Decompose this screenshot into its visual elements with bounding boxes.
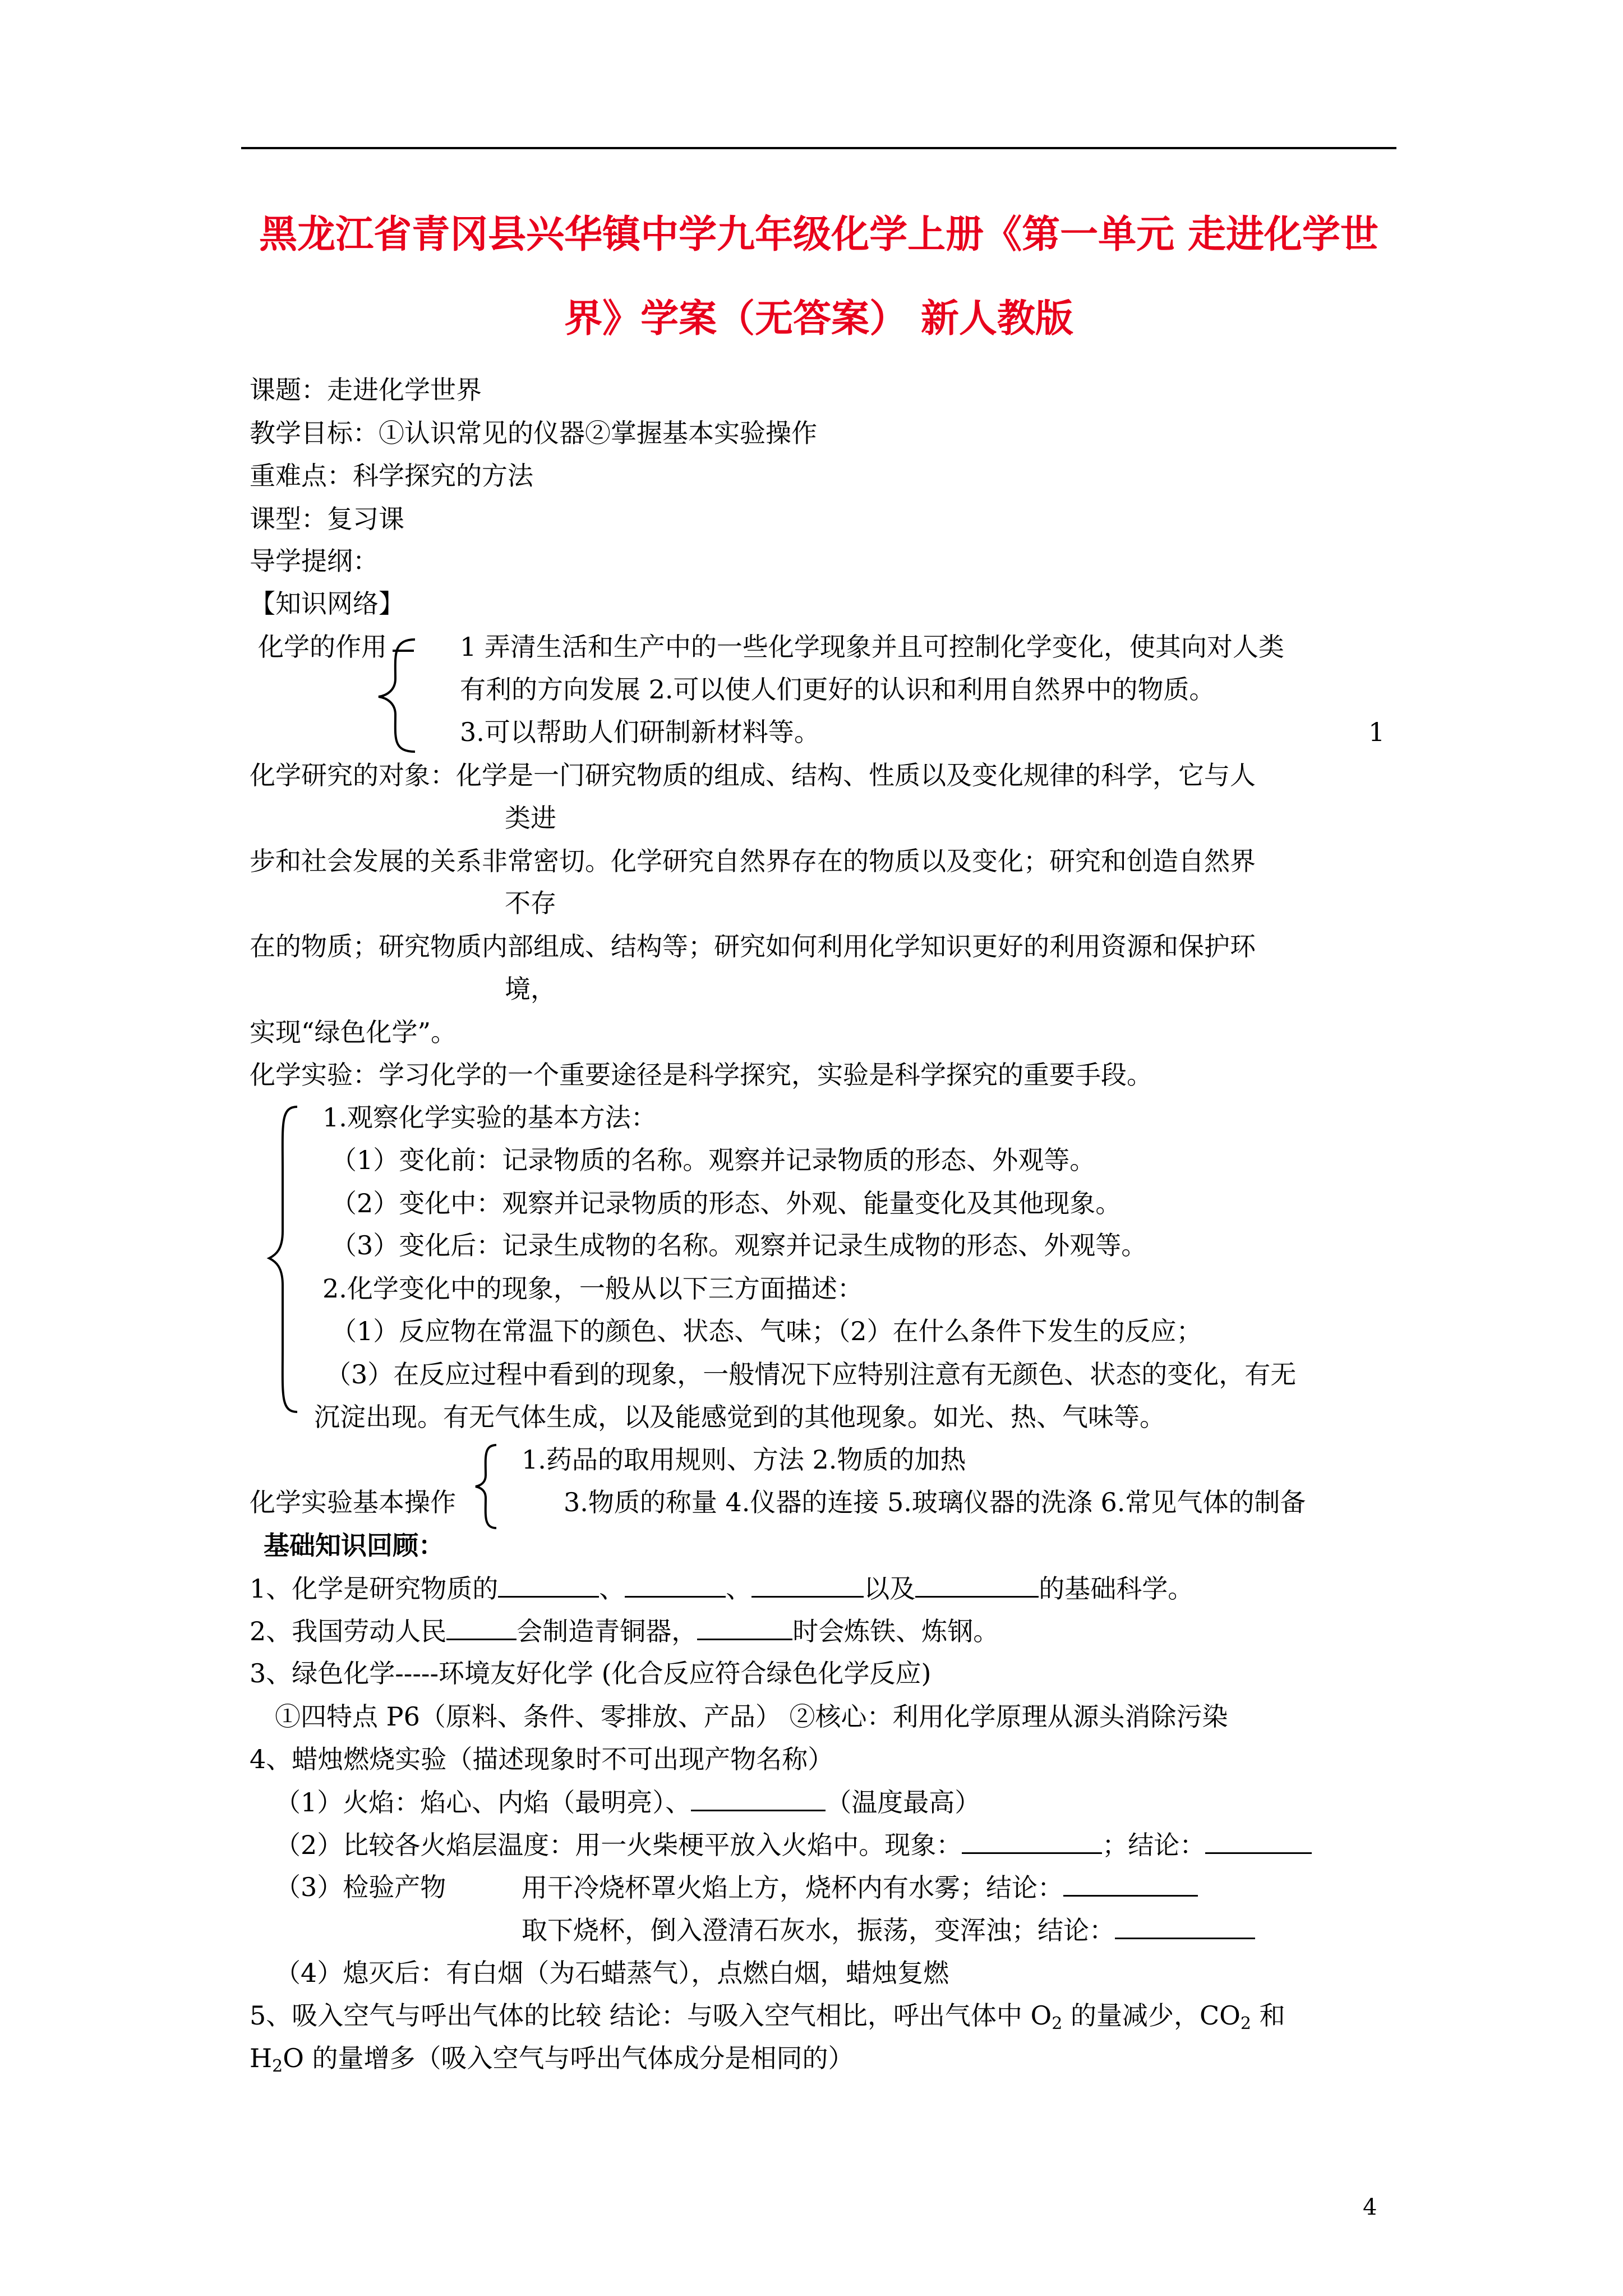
research-line-1: 化学研究的对象：化学是一门研究物质的组成、结构、性质以及变化规律的科学，它与人 (250, 760, 1256, 790)
research-line-3-wrap: 境， (505, 974, 556, 1004)
q4-3-blank-1[interactable] (1063, 1870, 1198, 1897)
q4-3-text-a: （3）检验产物 (275, 1872, 446, 1902)
q5-text-a: 5、吸入空气与呼出气体的比较 结论：与吸入空气相比，呼出气体中 O (250, 2000, 1052, 2031)
study-outline-label: 导学提纲： (250, 546, 379, 576)
review-q1 (250, 1571, 1193, 1605)
q2-blank-2[interactable] (697, 1614, 792, 1640)
role-line-3: 3.可以帮助人们研制新材料等。 (460, 717, 820, 747)
title-line-1: 黑龙江省青冈县兴华镇中学九年级化学上册《第一单元 走进化学世 (259, 212, 1378, 257)
research-line-4: 实现“绿色化学”。 (250, 1017, 457, 1047)
q4-3-text-c: 取下烧杯，倒入澄清石灰水，振荡，变浑浊；结论： (522, 1915, 1115, 1945)
review-q2 (250, 1614, 999, 1648)
q5-sub-2: 2 (1240, 2014, 1251, 2033)
operations-line-1: 1.药品的取用规则、方法 2.物质的加热 (522, 1444, 966, 1475)
q4-2-text-a: （2）比较各火焰层温度：用一火柴梗平放入火焰中。现象： (275, 1830, 962, 1860)
q1-text-a: 1、化学是研究物质的 (250, 1573, 499, 1604)
experiment-item-2: （1）变化前：记录物质的名称。观察并记录物质的形态、外观等。 (331, 1145, 1096, 1175)
role-label: 化学的作用 (258, 632, 387, 662)
role-line-2: 有利的方向发展 2.可以使人们更好的认识和利用自然界中的物质。 (460, 674, 1215, 705)
header-rule (241, 147, 1396, 149)
operations-label: 化学实验基本操作 (250, 1487, 456, 1517)
review-heading: 基础知识回顾： (264, 1530, 444, 1561)
q4-1-text-b: （温度最高） (826, 1787, 981, 1818)
q4-2-text-b: ；结论： (1102, 1830, 1206, 1860)
q1-text-e: 的基础科学。 (1039, 1573, 1194, 1604)
review-q4-4: （4）熄灭后：有白烟（为石蜡蒸气），点燃白烟，蜡烛复燃 (275, 1958, 949, 1988)
role-line-1: 1 弄清生活和生产中的一些化学现象并且可控制化学变化，使其向对人类 (460, 632, 1284, 662)
q1-blank-1[interactable] (498, 1571, 599, 1598)
review-q4-3-line-1 (522, 1870, 1198, 1904)
q2-text-b: 会制造青铜器， (517, 1616, 698, 1646)
q5b-sub: 2 (272, 2056, 283, 2076)
q1-text-c: 、 (726, 1573, 752, 1604)
title-line-2: 界》学案（无答案） 新人教版 (564, 296, 1073, 341)
experiment-item-1: 1.观察化学实验的基本方法： (322, 1102, 657, 1133)
review-q4-3-line-2 (522, 1913, 1255, 1947)
experiment-item-4: （3）变化后：记录生成物的名称。观察并记录生成物的形态、外观等。 (331, 1230, 1147, 1260)
experiment-item-7: （3）在反应过程中看到的现象，一般情况下应特别注意有无颜色、状态的变化，有无 (325, 1359, 1297, 1389)
q1-blank-2[interactable] (625, 1571, 726, 1598)
experiment-intro: 化学实验：学习化学的一个重要途径是科学探究，实验是科学探究的重要手段。 (250, 1060, 1152, 1090)
q4-2-blank-2[interactable] (1205, 1828, 1312, 1854)
q5b-text-a: H (250, 2043, 273, 2073)
operations-brace (471, 1442, 505, 1531)
experiment-brace (264, 1102, 308, 1416)
role-brace (370, 634, 426, 757)
lesson-topic: 课题：走进化学世界 (250, 375, 482, 405)
review-q5 (250, 1999, 1285, 2032)
q1-text-d: 以及 (864, 1573, 916, 1604)
q1-blank-4[interactable] (915, 1571, 1039, 1598)
key-points: 重难点：科学探究的方法 (250, 461, 533, 491)
research-line-2: 步和社会发展的关系非常密切。化学研究自然界存在的物质以及变化；研究和创造自然界 (250, 846, 1256, 876)
q1-blank-3[interactable] (751, 1571, 864, 1598)
q4-1-text-a: （1）火焰：焰心、内焰（最明亮）、 (275, 1787, 691, 1818)
experiment-item-3: （2）变化中：观察并记录物质的形态、外观、能量变化及其他现象。 (331, 1188, 1122, 1218)
review-q4-2 (275, 1828, 1312, 1862)
knowledge-network-heading: 【知识网络】 (250, 588, 404, 619)
q1-text-b: 、 (599, 1573, 625, 1604)
review-q3-detail: ①四特点 P6（原料、条件、零排放、产品） ②核心：利用化学原理从源头消除污染 (275, 1701, 1228, 1732)
page-number: 4 (1363, 2194, 1377, 2220)
review-q5-line-2 (250, 2041, 854, 2075)
role-marker: 1 (1368, 717, 1385, 747)
experiment-item-5: 2.化学变化中的现象，一般从以下三方面描述： (322, 1273, 863, 1304)
q2-text-a: 2、我国劳动人民 (250, 1616, 447, 1646)
q4-3-blank-2[interactable] (1115, 1913, 1255, 1939)
lesson-type: 课型：复习课 (250, 504, 404, 534)
q5-text-c: 和 (1251, 2000, 1285, 2031)
teaching-goals: 教学目标：①认识常见的仪器②掌握基本实验操作 (250, 418, 817, 448)
research-line-3: 在的物质；研究物质内部组成、结构等；研究如何利用化学知识更好的利用资源和保护环 (250, 931, 1256, 961)
review-q3: 3、绿色化学-----环境友好化学 (化合反应符合绿色化学反应) (250, 1658, 932, 1688)
review-q4-1 (275, 1785, 980, 1819)
research-line-2-wrap: 不存 (505, 888, 556, 918)
q2-blank-1[interactable] (446, 1614, 517, 1640)
experiment-item-8: 沉淀出现。有无气体生成，以及能感觉到的其他现象。如光、热、气味等。 (314, 1402, 1165, 1432)
review-q4: 4、蜡烛燃烧实验（描述现象时不可出现产物名称） (250, 1744, 834, 1774)
q2-text-c: 时会炼铁、炼钢。 (792, 1616, 999, 1646)
q4-2-blank-1[interactable] (962, 1828, 1102, 1854)
operations-line-2: 3.物质的称量 4.仪器的连接 5.玻璃仪器的洗涤 6.常见气体的制备 (564, 1487, 1306, 1517)
research-line-1-wrap: 类进 (505, 803, 556, 833)
q4-3-text-b: 用干冷烧杯罩火焰上方，烧杯内有水雾；结论： (522, 1872, 1063, 1903)
q4-1-blank[interactable] (691, 1785, 826, 1811)
q5-text-b: 的量减少，CO (1062, 2000, 1241, 2031)
q5-sub-1: 2 (1052, 2014, 1063, 2033)
q5b-text-b: O 的量增多（吸入空气与呼出气体成分是相同的） (283, 2043, 854, 2073)
experiment-item-6: （1）反应物在常温下的颜色、状态、气味；（2）在什么条件下发生的反应； (331, 1316, 1202, 1346)
review-q4-3 (275, 1870, 446, 1904)
